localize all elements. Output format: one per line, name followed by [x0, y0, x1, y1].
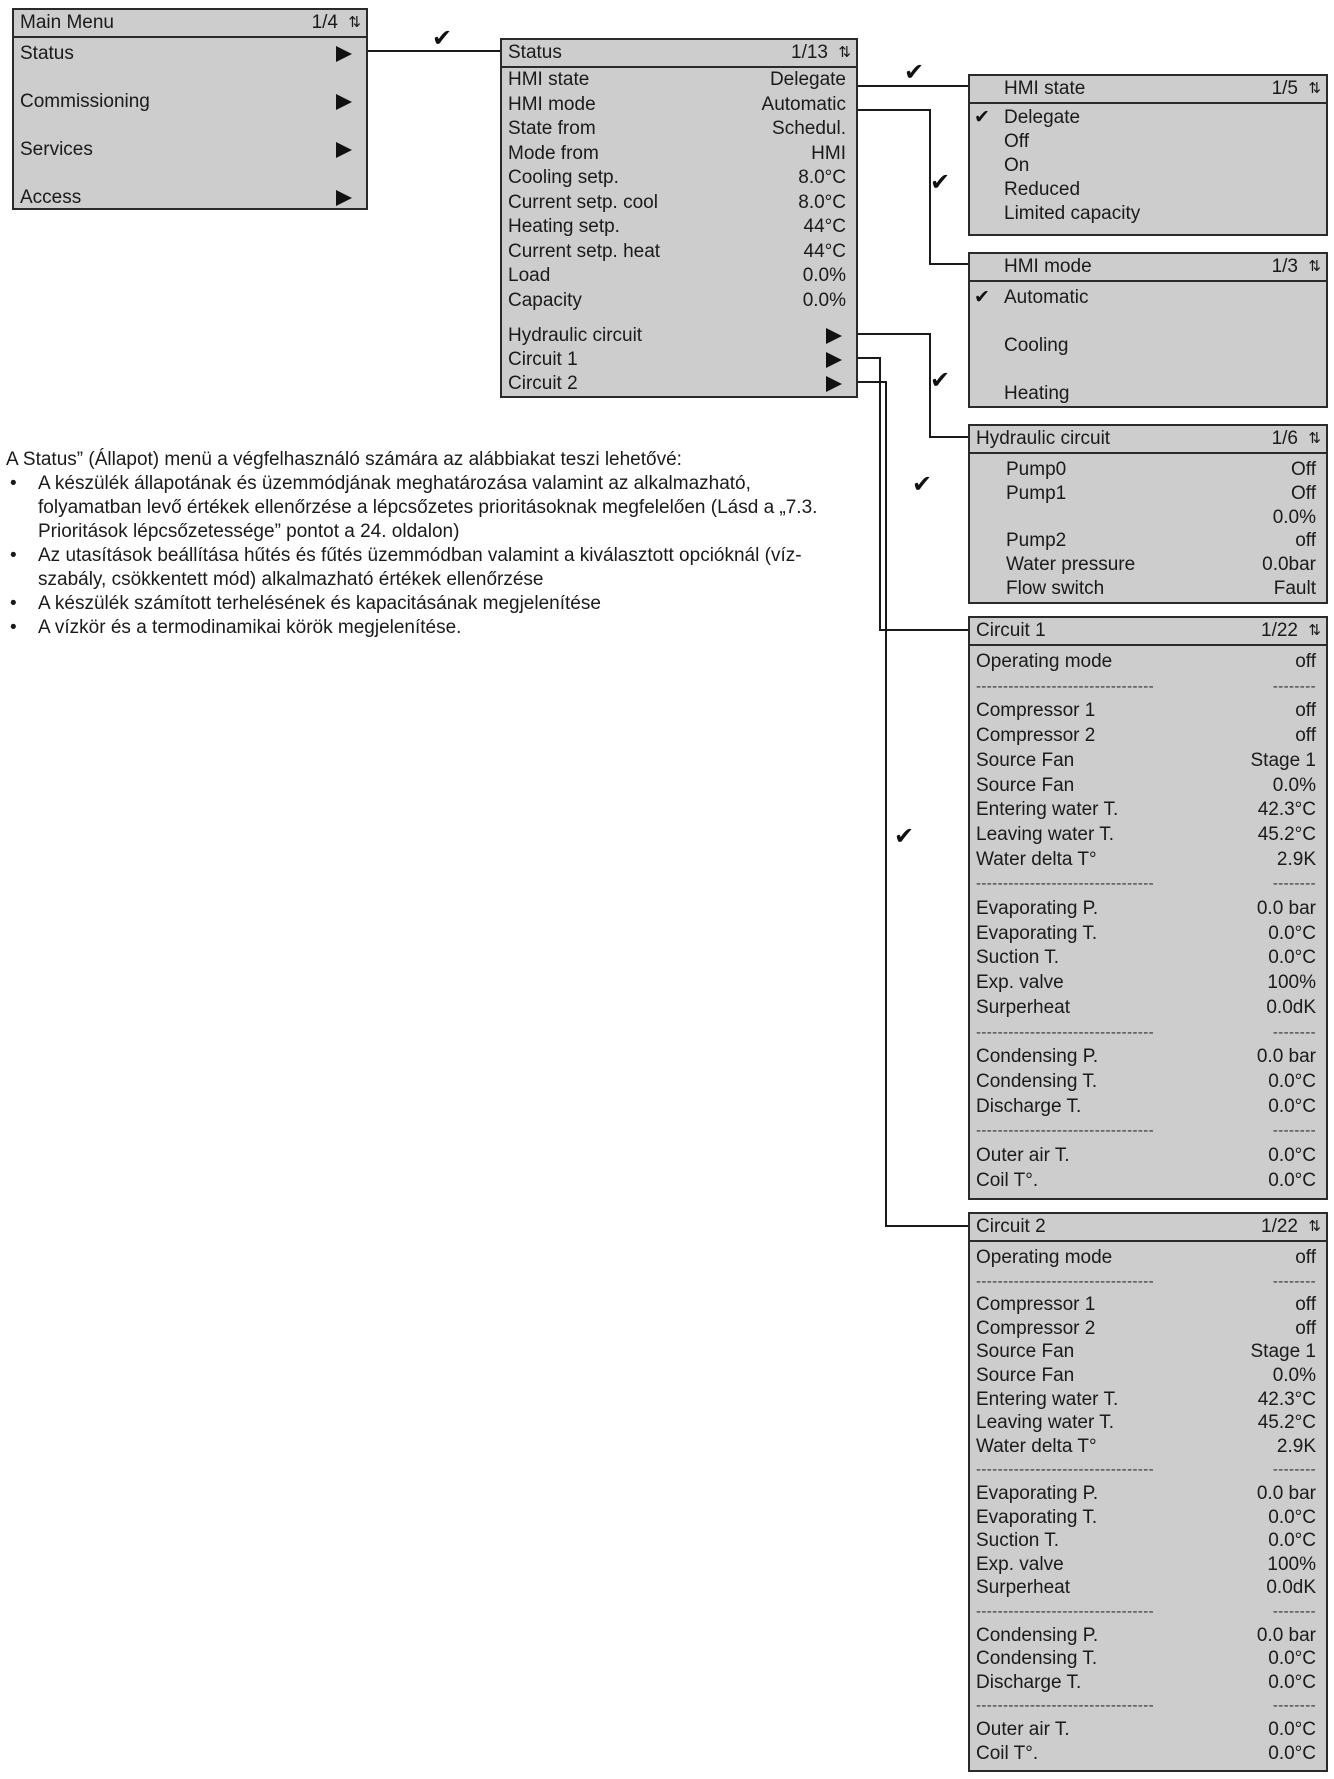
row-label: Compressor 1: [976, 1294, 1096, 1316]
row-value: 0.0°C: [1268, 1648, 1316, 1670]
row-value: 0.0 bar: [1256, 1624, 1316, 1646]
scroll-list-icon: ⇅: [1308, 80, 1321, 97]
page-indicator: 1/4: [311, 12, 338, 33]
row-label: Outer air T.: [976, 1719, 1070, 1740]
row-value: 8.0°C: [798, 167, 846, 188]
value-row: [970, 1411, 1326, 1435]
value-row: [970, 897, 1326, 921]
separator-dashes: ---------------------------------: [976, 677, 1155, 695]
menu-item-status[interactable]: [14, 42, 366, 66]
scroll-list-icon: ⇅: [838, 44, 851, 61]
row-value: off: [1295, 651, 1316, 672]
row-label: Evaporating P.: [976, 898, 1099, 919]
status-header: [502, 40, 856, 68]
description-item: [6, 472, 836, 544]
value-row: [970, 1718, 1326, 1742]
value-row: [970, 946, 1326, 970]
separator-dashes: --------: [1272, 1122, 1316, 1140]
value-row: [970, 823, 1326, 847]
circuit-2-panel: [968, 1212, 1328, 1772]
row-value: off: [1295, 700, 1316, 722]
row-label: Water pressure: [1006, 554, 1136, 576]
row-label: Current setp. heat: [508, 240, 661, 262]
separator-row: [970, 1694, 1326, 1718]
row-value: 42.3°C: [1257, 799, 1316, 821]
row-value: 0.0°C: [1268, 1742, 1316, 1764]
row-label: Coil T°.: [976, 1169, 1039, 1191]
description-list: [6, 472, 836, 640]
bullet: •: [10, 545, 17, 566]
page-indicator: 1/13: [791, 42, 828, 63]
row-value: 0.0°C: [1268, 1145, 1316, 1166]
submenu-label: Circuit 2: [508, 373, 578, 394]
row-label: Entering water T.: [976, 1388, 1119, 1410]
value-row: [970, 1435, 1326, 1459]
value-row: [970, 699, 1326, 723]
row-label: Capacity: [508, 289, 582, 311]
value-row: [970, 1317, 1326, 1341]
row-value: Fault: [1273, 578, 1316, 599]
row-value: 0.0°C: [1268, 1530, 1316, 1552]
row-value: 44°C: [803, 216, 846, 237]
hmi-mode-option-cooling[interactable]: [970, 334, 1326, 358]
row-value: 0.0°C: [1268, 922, 1316, 944]
value-row: [970, 553, 1326, 577]
row-value: 0.0 bar: [1256, 1483, 1316, 1504]
hmi-mode-option-automatic[interactable]: [970, 286, 1326, 310]
row-label: Compressor 1: [976, 700, 1096, 722]
value-row: [970, 749, 1326, 773]
description-intro: A Status” (Állapot) menü a végfelhasználó számára az alábbiakat teszi lehetővé:: [6, 449, 682, 470]
value-row: [502, 117, 856, 141]
value-row: [970, 577, 1326, 601]
value-row: [970, 1246, 1326, 1270]
arrow-right-icon: [336, 142, 352, 158]
page-indicator: 1/22: [1261, 620, 1298, 641]
hydraulic-circuit-panel: [968, 424, 1328, 604]
description-item: [6, 592, 836, 616]
bullet: •: [10, 473, 17, 494]
row-label: Exp. valve: [976, 972, 1064, 994]
row-value: 0.0°C: [1268, 1095, 1316, 1117]
separator-row: [970, 1270, 1326, 1294]
value-row: [970, 1364, 1326, 1388]
separator-row: [970, 1458, 1326, 1482]
arrow-right-icon: [336, 46, 352, 62]
row-value: 0.0°C: [1268, 1506, 1316, 1528]
value-row: [970, 1045, 1326, 1069]
value-row: [970, 922, 1326, 946]
menu-item-commissioning[interactable]: [14, 90, 366, 114]
separator-dashes: --------: [1272, 875, 1316, 893]
submenu-circuit-2[interactable]: [502, 372, 856, 396]
row-value: HMI: [811, 142, 846, 164]
row-label: Leaving water T.: [976, 823, 1115, 845]
panel-title: Status: [508, 42, 562, 63]
value-row: [970, 798, 1326, 822]
value-row: [970, 482, 1326, 506]
option-label: Off: [1004, 131, 1029, 152]
row-value: off: [1295, 1247, 1316, 1268]
status-menu-description: [6, 448, 836, 640]
menu-item-label: Commissioning: [20, 91, 150, 112]
circuit-2-header: [970, 1214, 1326, 1242]
panel-title: Hydraulic circuit: [976, 428, 1111, 449]
separator-dashes: --------: [1272, 1461, 1316, 1479]
check-icon: ✔: [912, 471, 933, 498]
value-row: [502, 142, 856, 166]
row-value: 0.0°C: [1268, 1169, 1316, 1191]
value-row: [970, 1576, 1326, 1600]
row-label: Water delta T°: [976, 1435, 1097, 1457]
status-panel: [500, 38, 858, 398]
menu-item-access[interactable]: [14, 186, 366, 210]
value-row: [970, 529, 1326, 553]
separator-dashes: --------: [1272, 1272, 1316, 1290]
row-label: Source Fan: [976, 749, 1075, 771]
hmi-mode-option-heating[interactable]: [970, 382, 1326, 406]
value-row: [970, 1144, 1326, 1168]
hmi-state-option-limited-capacity[interactable]: [970, 202, 1326, 226]
description-item: [6, 544, 836, 592]
row-value: 0.0%: [802, 289, 846, 311]
row-label: Pump2: [1006, 530, 1067, 552]
panel-title: Main Menu: [20, 12, 114, 33]
arrow-right-icon: [336, 190, 352, 206]
scroll-list-icon: ⇅: [1308, 430, 1321, 447]
option-label: Automatic: [1004, 287, 1089, 308]
row-label: Surperheat: [976, 996, 1071, 1018]
value-row: [502, 191, 856, 215]
row-value: 8.0°C: [798, 191, 846, 213]
menu-item-label: Services: [20, 139, 93, 160]
submenu-circuit-1[interactable]: [502, 348, 856, 372]
main-menu-panel: [12, 8, 368, 210]
row-value: 0.0°C: [1268, 1719, 1316, 1740]
menu-item-services[interactable]: [14, 138, 366, 162]
scroll-list-icon: ⇅: [1308, 258, 1321, 275]
row-value: off: [1295, 530, 1316, 552]
row-value: 44°C: [803, 240, 846, 262]
separator-dashes: ---------------------------------: [976, 1697, 1155, 1715]
value-row: [970, 1553, 1326, 1577]
separator-dashes: --------: [1272, 677, 1316, 695]
row-label: Operating mode: [976, 1247, 1113, 1268]
value-row: [970, 1671, 1326, 1695]
value-row: [970, 1742, 1326, 1766]
bullet: •: [10, 593, 17, 614]
description-item-text: A vízkör és a termodinamikai körök megjelenítése.: [38, 617, 462, 638]
row-label: Surperheat: [976, 1577, 1071, 1599]
row-label: Entering water T.: [976, 799, 1119, 821]
row-label: Evaporating T.: [976, 1506, 1098, 1528]
bullet: •: [10, 617, 17, 638]
check-icon: ✔: [930, 367, 951, 394]
separator-dashes: ---------------------------------: [976, 1461, 1155, 1479]
row-value: 0.0%: [1272, 1365, 1316, 1386]
row-value: 0.0 bar: [1256, 898, 1316, 919]
separator-dashes: --------: [1272, 1023, 1316, 1041]
check-icon: ✔: [432, 25, 453, 52]
hmi-state-option-on[interactable]: [970, 154, 1326, 178]
value-row: [970, 774, 1326, 798]
row-label: Mode from: [508, 142, 599, 164]
value-row: [502, 93, 856, 117]
value-row: [970, 1529, 1326, 1553]
row-value: 45.2°C: [1257, 1412, 1316, 1434]
value-row: [970, 506, 1326, 530]
description-item-text: Az utasítások beállítása hűtés és fűtés üzemmódban valamint a kiválasztott opcióknál (víz-szabály, csökkentett mód) alkalmazható értékek ellenőrzése: [38, 545, 802, 590]
row-value: 0.0%: [1272, 774, 1316, 796]
description-item-text: A készülék állapotának és üzemmódjának meghatározása valamint az alkalmazható, folyamatban levő értékek ellenőrzése a lépcsőzetes prioritásoknak megfelelően (Lásd a „7.3. Prioritások lépcsőzetessége” pontot a 24. oldalon): [38, 473, 818, 542]
row-label: Operating mode: [976, 651, 1113, 672]
row-label: Heating setp.: [508, 216, 620, 237]
row-label: HMI state: [508, 69, 590, 90]
hmi-mode-panel: [968, 252, 1328, 408]
menu-item-label: Access: [20, 187, 82, 208]
row-value: Stage 1: [1250, 1341, 1316, 1363]
separator-row: [970, 1600, 1326, 1624]
main-menu-header: [14, 10, 366, 38]
row-label: Compressor 2: [976, 725, 1096, 747]
row-label: Pump1: [1006, 482, 1067, 504]
row-value: Stage 1: [1250, 749, 1316, 771]
submenu-label: Circuit 1: [508, 349, 578, 370]
row-label: Suction T.: [976, 1530, 1060, 1552]
row-label: Source Fan: [976, 1341, 1075, 1363]
circuit-1-header: [970, 618, 1326, 646]
arrow-right-icon: [826, 376, 842, 392]
scroll-list-icon: ⇅: [348, 14, 361, 31]
page-indicator: 1/22: [1261, 1216, 1298, 1237]
value-row: [970, 650, 1326, 674]
hydraulic-header: [970, 426, 1326, 454]
row-label: Cooling setp.: [508, 167, 619, 188]
row-value: Off: [1291, 459, 1316, 480]
page-indicator: 1/3: [1271, 256, 1298, 277]
value-row: [970, 724, 1326, 748]
row-value: 0.0%: [1272, 506, 1316, 528]
row-label: Condensing T.: [976, 1070, 1098, 1092]
row-value: off: [1295, 725, 1316, 747]
value-row: [970, 996, 1326, 1020]
value-row: [970, 1070, 1326, 1094]
hmi-mode-header: [970, 254, 1326, 282]
row-value: Delegate: [769, 69, 846, 90]
hmi-state-option-off[interactable]: [970, 130, 1326, 154]
check-icon: ✔: [974, 287, 990, 308]
check-icon: ✔: [974, 107, 990, 128]
row-value: 0.0%: [802, 265, 846, 286]
connector-status-to-circuit2: [858, 382, 968, 1226]
row-label: Flow switch: [1006, 578, 1105, 599]
row-value: 42.3°C: [1257, 1388, 1316, 1410]
row-value: 2.9K: [1276, 1435, 1316, 1457]
circuit-1-panel: [968, 616, 1328, 1200]
separator-dashes: ---------------------------------: [976, 1122, 1155, 1140]
row-value: Off: [1291, 482, 1316, 504]
row-label: State from: [508, 118, 596, 139]
row-label: Evaporating T.: [976, 922, 1098, 944]
row-label: Exp. valve: [976, 1553, 1064, 1575]
row-value: off: [1295, 1294, 1316, 1316]
submenu-hydraulic-circuit[interactable]: [502, 324, 856, 348]
value-row: [970, 1506, 1326, 1530]
row-value: 0.0°C: [1268, 1671, 1316, 1693]
value-row: [502, 289, 856, 313]
value-row: [502, 240, 856, 264]
value-row: [970, 1624, 1326, 1648]
row-label: Load: [508, 265, 551, 286]
menu-item-label: Status: [20, 43, 74, 64]
row-value: Schedul.: [772, 118, 846, 139]
separator-dashes: ---------------------------------: [976, 1023, 1155, 1041]
row-label: Pump0: [1006, 459, 1067, 480]
value-row: [970, 1647, 1326, 1671]
value-row: [502, 166, 856, 190]
row-value: 0.0 bar: [1256, 1046, 1316, 1068]
row-label: Coil T°.: [976, 1742, 1039, 1764]
row-label: Discharge T.: [976, 1095, 1082, 1117]
arrow-right-icon: [826, 328, 842, 344]
value-row: [970, 1482, 1326, 1506]
separator-row: [970, 1119, 1326, 1143]
row-value: 0.0dK: [1266, 996, 1316, 1018]
panel-title: Circuit 2: [976, 1216, 1046, 1237]
hmi-state-panel: [968, 74, 1328, 236]
row-value: 0.0°C: [1268, 947, 1316, 969]
option-label: Cooling: [1004, 335, 1069, 356]
separator-dashes: ---------------------------------: [976, 1603, 1155, 1620]
panel-title: HMI mode: [1004, 256, 1092, 277]
value-row: [970, 1095, 1326, 1119]
panel-title: HMI state: [1004, 78, 1086, 99]
check-icon: ✔: [904, 59, 925, 86]
row-value: 45.2°C: [1257, 823, 1316, 845]
description-item-text: A készülék számított terhelésének és kapacitásának megjelenítése: [38, 593, 601, 614]
row-label: Discharge T.: [976, 1671, 1082, 1693]
row-label: Water delta T°: [976, 848, 1097, 870]
scroll-list-icon: ⇅: [1308, 1218, 1321, 1235]
row-value: Automatic: [761, 93, 846, 115]
row-label: Condensing P.: [976, 1624, 1099, 1646]
row-value: 100%: [1267, 972, 1316, 994]
row-label: Outer air T.: [976, 1145, 1070, 1166]
separator-row: [970, 1021, 1326, 1045]
separator-row: [970, 872, 1326, 896]
value-row: [970, 1169, 1326, 1193]
value-row: [502, 68, 856, 92]
option-label: Delegate: [1004, 107, 1081, 128]
row-label: Current setp. cool: [508, 191, 658, 213]
value-row: [970, 458, 1326, 482]
page-indicator: 1/6: [1271, 428, 1298, 449]
connector-status-to-hydraulic: [858, 334, 968, 437]
arrow-right-icon: [826, 352, 842, 368]
separator-dashes: --------: [1272, 1697, 1316, 1715]
option-label: Limited capacity: [1004, 203, 1141, 224]
row-label: Suction T.: [976, 947, 1060, 969]
option-label: Heating: [1004, 383, 1070, 404]
row-label: HMI mode: [508, 93, 596, 115]
check-icon: ✔: [930, 169, 951, 196]
description-item: [6, 616, 836, 640]
option-label: On: [1004, 155, 1030, 176]
row-label: Source Fan: [976, 1365, 1075, 1386]
scroll-list-icon: ⇅: [1308, 622, 1321, 639]
panel-title: Circuit 1: [976, 620, 1046, 641]
separator-dashes: ---------------------------------: [976, 1272, 1155, 1290]
hmi-state-header: [970, 76, 1326, 104]
submenu-label: Hydraulic circuit: [508, 325, 643, 346]
value-row: [970, 971, 1326, 995]
value-row: [970, 1340, 1326, 1364]
row-label: Compressor 2: [976, 1317, 1096, 1339]
page-indicator: 1/5: [1271, 78, 1298, 99]
value-row: [502, 264, 856, 288]
row-label: Evaporating P.: [976, 1483, 1099, 1504]
arrow-right-icon: [336, 94, 352, 110]
hmi-state-option-reduced[interactable]: [970, 178, 1326, 202]
row-value: 100%: [1267, 1553, 1316, 1575]
row-value: 0.0dK: [1266, 1577, 1316, 1599]
hmi-state-option-delegate[interactable]: [970, 106, 1326, 130]
value-row: [970, 1293, 1326, 1317]
value-row: [970, 1388, 1326, 1412]
separator-dashes: ---------------------------------: [976, 875, 1155, 893]
value-row: [970, 848, 1326, 872]
row-label: Source Fan: [976, 774, 1075, 796]
row-value: off: [1295, 1317, 1316, 1339]
value-row: [502, 215, 856, 239]
row-label: Condensing P.: [976, 1046, 1099, 1068]
separator-dashes: --------: [1272, 1603, 1316, 1620]
row-label: Condensing T.: [976, 1648, 1098, 1670]
row-label: Leaving water T.: [976, 1412, 1115, 1434]
row-value: 0.0bar: [1262, 554, 1316, 576]
row-value: 0.0°C: [1268, 1070, 1316, 1092]
check-icon: ✔: [894, 823, 915, 850]
option-label: Reduced: [1004, 179, 1081, 200]
separator-row: [970, 675, 1326, 699]
row-value: 2.9K: [1276, 848, 1316, 870]
